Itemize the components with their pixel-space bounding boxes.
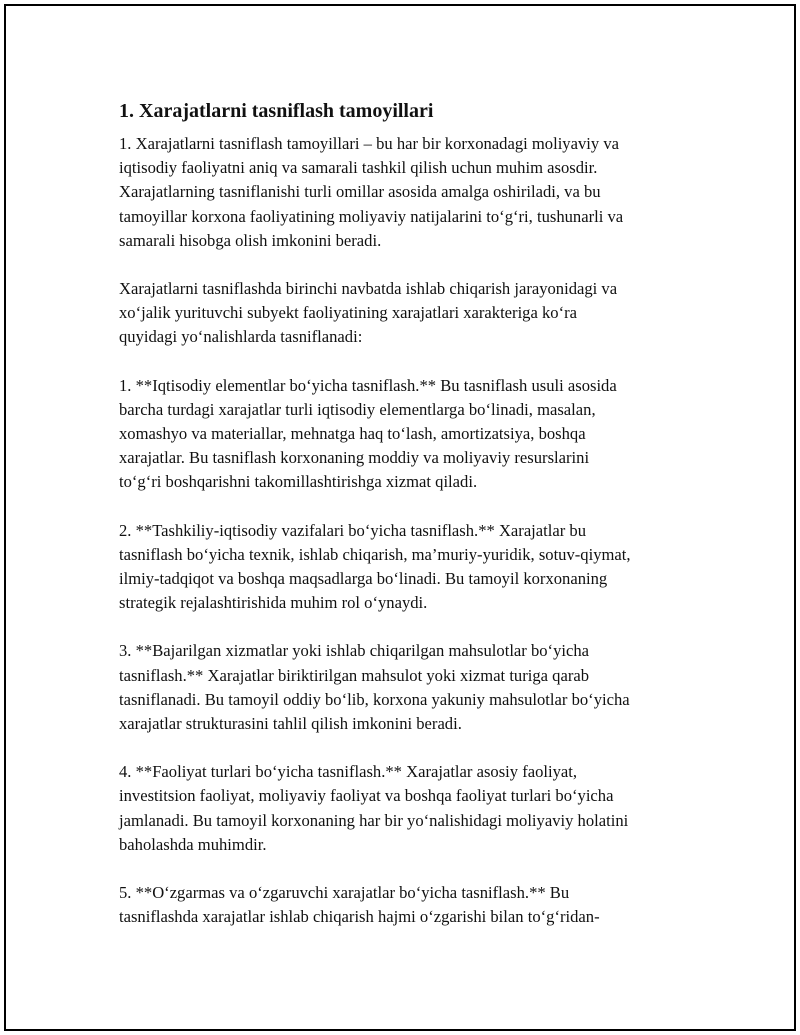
text-line: to‘g‘ri boshqarishni takomillashtirishga xizmat qiladi. [119,472,478,492]
text-line: tasniflash.** Xarajatlar biriktirilgan mahsulot yoki xizmat turiga qarab [119,665,590,685]
paragraph-item-5 [119,881,699,929]
text-line: xo‘jalik yurituvchi subyekt faoliyatining xarajatlari xarakteriga ko‘ra [119,303,578,323]
text-line: Xarajatlarning tasniflanishi turli omillar asosida amalga oshiriladi, va bu [119,182,601,202]
text-line: xarajatlar. Bu tasniflash korxonaning moddiy va moliyaviy resurslarini [119,448,590,468]
text-line: investitsion faoliyat, moliyaviy faoliyat va boshqa faoliyat turlari bo‘yicha [119,786,614,806]
text-line: xarajatlar strukturasini tahlil qilish imkonini beradi. [119,714,462,734]
text-line: tasniflashda xarajatlar ishlab chiqarish hajmi o‘zgarishi bilan to‘g‘ridan- [119,907,600,927]
document-page [4,4,796,1031]
paragraph-intro [119,132,699,253]
text-line: tasniflanadi. Bu tamoyil oddiy bo‘lib, korxona yakuniy mahsulotlar bo‘yicha [119,689,630,709]
text-line: strategik rejalashtirishida muhim rol o‘ynaydi. [119,593,428,613]
paragraph-item-1 [119,374,699,495]
section-heading: 1. Xarajatlarni tasniflash tamoyillari [119,100,434,122]
text-line: barcha turdagi xarajatlar turli iqtisodiy elementlarga bo‘linadi, masalan, [119,399,596,419]
text-line: xomashyo va materiallar, mehnatga haq to‘lash, amortizatsiya, boshqa [119,424,586,444]
text-line: tasniflash bo‘yicha texnik, ishlab chiqarish, ma’muriy-yuridik, sotuv-qiymat, [119,544,631,564]
text-line: 5. **O‘zgarmas va o‘zgaruvchi xarajatlar bo‘yicha tasniflash.** Bu [119,883,570,903]
document-body [119,96,699,953]
paragraph-classification-directions [119,277,699,350]
paragraph-item-3 [119,639,699,736]
text-line: 1. Xarajatlarni tasniflash tamoyillari – bu har bir korxonadagi moliyaviy va [119,134,619,153]
text-line: 3. **Bajarilgan xizmatlar yoki ishlab chiqarilgan mahsulotlar bo‘yicha [119,641,590,661]
text-line: 4. **Faoliyat turlari bo‘yicha tasniflash.** Xarajatlar asosiy faoliyat, [119,762,578,782]
text-line: tamoyillar korxona faoliyatining moliyaviy natijalarini to‘g‘ri, tushunarli va [119,206,624,226]
text-line: jamlanadi. Bu tamoyil korxonaning har bir yo‘nalishidagi moliyaviy holatini [119,810,629,830]
text-line: 1. **Iqtisodiy elementlar bo‘yicha tasniflash.** Bu tasniflash usuli asosida [119,375,617,395]
text-line: Xarajatlarni tasniflashda birinchi navbatda ishlab chiqarish jarayonidagi va [119,279,618,299]
text-line: iqtisodiy faoliyatni aniq va samarali tashkil qilish uchun muhim asosdir. [119,158,598,178]
text-line: 2. **Tashkiliy-iqtisodiy vazifalari bo‘yicha tasniflash.** Xarajatlar bu [119,520,587,540]
text-line: samarali hisobga olish imkonini beradi. [119,230,382,250]
text-line: baholashda muhimdir. [119,834,267,854]
paragraph-item-4 [119,760,699,857]
paragraph-item-2 [119,519,699,616]
text-line: ilmiy-tadqiqot va boshqa maqsadlarga bo‘linadi. Bu tamoyil korxonaning [119,569,608,589]
text-line: quyidagi yo‘nalishlarda tasniflanadi: [119,327,363,347]
